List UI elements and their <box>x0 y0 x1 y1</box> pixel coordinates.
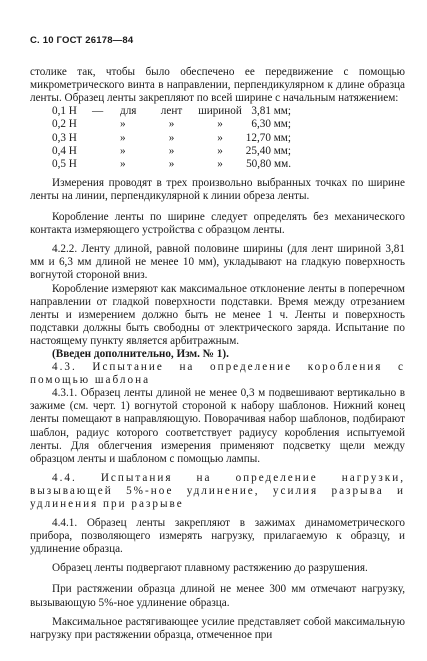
tension-label: » <box>217 118 223 131</box>
tension-dash: — <box>92 105 104 118</box>
tension-dash <box>92 132 120 145</box>
tension-width: 25,40 мм; <box>245 144 291 157</box>
tension-width: 50,80 мм. <box>246 157 291 170</box>
amendment-note: (Введен дополнительно, Изм. № 1). <box>52 347 229 360</box>
tension-dash <box>92 118 120 131</box>
tension-table <box>52 105 291 170</box>
paragraph: Максимальное растягивающее усилие представляет собой максимальную нагрузку при растяжении образца, отмеченное при <box>30 615 405 641</box>
paragraph: Коробление измеряют как максимальное отклонение ленты в поперечном направлении от гладкой поверхности подставки. Время между отрезанием ленты и измерением должно быть не менее 1 ч. Ленты и поверхность подставки должны быть свободны от электрического заряда. Испытание по настоящему пункту является арбитражным. <box>30 282 405 347</box>
tension-label: шириной <box>198 105 242 118</box>
tension-prep: » <box>120 131 126 144</box>
section-heading: 4.4. Испытания на определение нагрузки, вызывающей 5%-ное удлинение, усилия разрыва и удлинения при разрыве <box>30 471 405 510</box>
tension-dash <box>92 145 120 158</box>
paragraph: 4.3.1. Образец ленты длиной не менее 0,3 м подвешивают вертикально в зажиме (см. черт. 1) вогнутой стороной к набору шаблонов. Нижний конец ленты помещают в направляющую. Поворачивая набор шаблонов, подбирают шаблон, радиус которого соответствует радиусу коробления испытуемой ленты. Для облегчения измерения применяют подсветку щели между образцом ленты и шаблоном с помощью лампы. <box>30 387 405 465</box>
paragraph: Коробление ленты по ширине следует определять без механического контакта измеряющего устройства с образцом ленты. <box>30 211 405 237</box>
page-header: С. 10 ГОСТ 26178—84 <box>30 35 134 46</box>
tension-word: » <box>168 144 175 157</box>
tension-prep: » <box>120 144 126 157</box>
tension-row <box>52 105 291 118</box>
tension-row <box>52 158 291 171</box>
paragraph: Измерения проводят в трех произвольно выбранных точках по ширине ленты на линии, перпендикулярной к линии обреза ленты. <box>30 176 405 202</box>
tension-row <box>52 145 291 158</box>
tension-force: 0,4 Н <box>52 144 77 157</box>
tension-force: 0,3 Н <box>52 131 77 144</box>
tension-width: 12,70 мм; <box>245 131 291 144</box>
tension-row <box>52 118 291 131</box>
paragraph: 4.4.1. Образец ленты закрепляют в зажимах динамометрического прибора, позволяющего измерять нагрузку, прилагаемую к образцу, и удлинение образца. <box>30 517 405 556</box>
section-heading: 4.3. Испытание на определение коробления с помощью шаблона <box>30 361 405 387</box>
tension-word: » <box>168 157 175 170</box>
tension-row <box>52 132 291 145</box>
tension-force: 0,5 Н <box>52 157 77 170</box>
tension-prep: » <box>120 157 126 170</box>
tension-word: » <box>168 118 175 131</box>
tension-word: » <box>168 131 175 144</box>
paragraph: При растяжении образца длиной не менее 300 мм отмечают нагрузку, вызывающую 5%-ное удлинение образца. <box>30 583 405 609</box>
tension-width: 6,30 мм; <box>251 118 291 131</box>
tension-width: 3,81 мм; <box>251 105 291 118</box>
tension-force: 0,1 Н <box>52 105 77 118</box>
tension-prep: » <box>120 118 126 131</box>
tension-dash <box>92 158 120 171</box>
tension-label: » <box>217 131 223 144</box>
tension-label: » <box>217 144 223 157</box>
paragraph: Образец ленты подвергают плавному растяжению до разрушения. <box>52 562 368 575</box>
tension-prep: для <box>120 105 137 118</box>
tension-force: 0,2 Н <box>52 118 77 131</box>
paragraph: 4.2.2. Ленту длиной, равной половине ширины (для лент шириной 3,81 мм и 6,3 мм длиной не менее 10 мм), укладывают на гладкую поверхность вогнутой стороной вниз. <box>30 243 405 282</box>
paragraph: столике так, чтобы было обеспечено ее передвижение с помощью микрометрического винта в направлении, перпендикулярном к длине образца ленты. Образец ленты закрепляют по всей ширине с начальным натяжением: <box>30 66 405 105</box>
tension-word: лент <box>160 105 183 118</box>
tension-label: » <box>217 157 223 170</box>
